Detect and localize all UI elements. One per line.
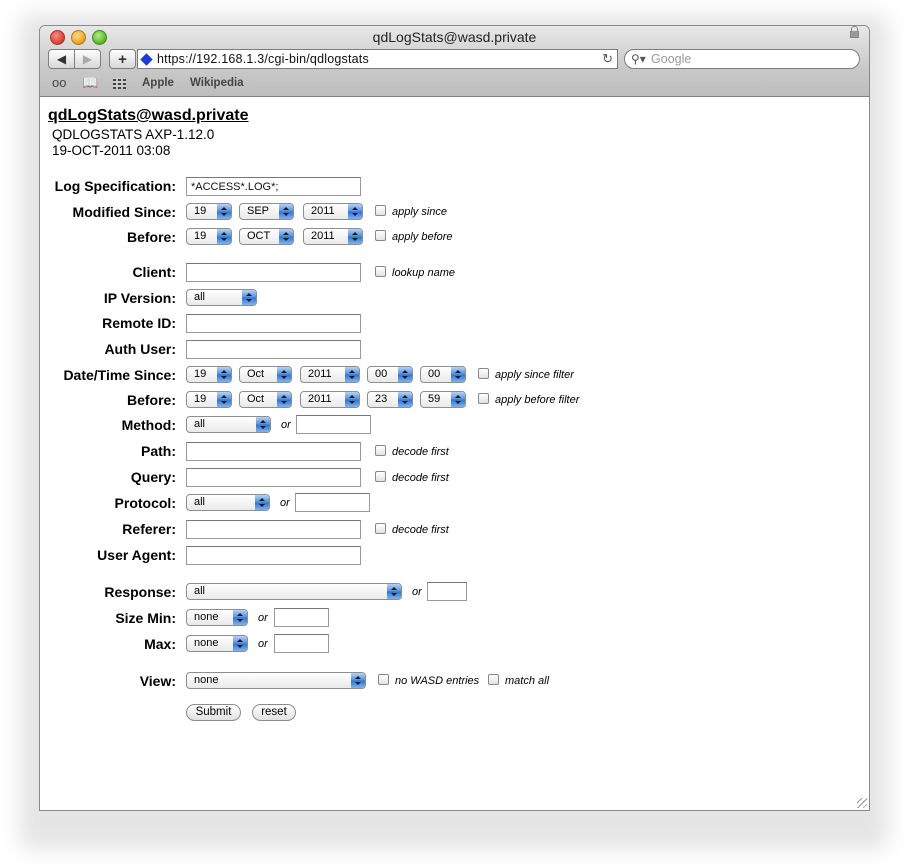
datetime-before-hour[interactable]: 23: [367, 391, 413, 408]
lookup-name-checkbox[interactable]: [375, 266, 386, 277]
search-placeholder: Google: [651, 52, 692, 66]
protocol-label: Protocol:: [114, 495, 176, 511]
size-max-select[interactable]: none: [186, 635, 248, 652]
query-decode-label: decode first: [392, 472, 449, 484]
page-title[interactable]: qdLogStats@wasd.private: [48, 107, 249, 124]
bookmark-wikipedia[interactable]: Wikipedia: [190, 77, 244, 89]
path-label: Path:: [141, 443, 176, 459]
method-or-input[interactable]: [296, 415, 371, 434]
match-all-label: match all: [505, 675, 550, 687]
path-decode-checkbox[interactable]: [375, 445, 386, 456]
modified-since-month[interactable]: SEP: [239, 203, 294, 220]
datetime-since-minute[interactable]: 00: [420, 366, 466, 383]
lookup-name-label: lookup name: [392, 267, 455, 279]
submit-button[interactable]: Submit: [186, 704, 241, 721]
path-input[interactable]: [186, 442, 361, 461]
datetime-before-year[interactable]: 2011: [300, 391, 360, 408]
add-icon: +: [118, 51, 127, 68]
url-text: https://192.168.1.3/cgi-bin/qdlogstats: [157, 52, 369, 66]
ip-version-label: IP Version:: [103, 290, 176, 306]
favicon-icon: [140, 53, 152, 65]
response-or-text: or: [412, 586, 422, 598]
apply-before-label: apply before: [392, 231, 453, 243]
view-label: View:: [139, 673, 176, 689]
apply-before-filter-checkbox[interactable]: [478, 393, 489, 404]
apply-since-label: apply since: [392, 206, 448, 218]
path-decode-label: decode first: [392, 446, 449, 458]
book-icon[interactable]: 📖: [82, 75, 99, 90]
window-title: qdLogStats@wasd.private: [372, 29, 537, 45]
forward-button[interactable]: [75, 49, 101, 69]
browser-toolbar: [40, 26, 869, 97]
size-max-label: Max:: [144, 636, 176, 652]
apply-since-filter-label: apply since filter: [495, 369, 574, 381]
referer-input[interactable]: [186, 520, 361, 539]
client-label: Client:: [132, 264, 176, 280]
datetime-since-month[interactable]: Oct: [239, 366, 292, 383]
remote-id-label: Remote ID:: [102, 315, 176, 331]
modified-before-year[interactable]: 2011: [303, 228, 363, 245]
log-spec-input[interactable]: [186, 177, 361, 196]
protocol-or-input[interactable]: [295, 493, 370, 512]
search-field[interactable]: [624, 49, 860, 69]
query-label: Query:: [130, 469, 176, 485]
modified-since-label: Modified Since:: [72, 204, 176, 220]
modified-before-month[interactable]: OCT: [239, 228, 294, 245]
method-select[interactable]: all: [186, 416, 271, 433]
ip-version-select[interactable]: all: [186, 289, 257, 306]
datetime-since-hour[interactable]: 00: [367, 366, 413, 383]
referer-decode-checkbox[interactable]: [375, 523, 386, 534]
auth-user-label: Auth User:: [104, 341, 176, 357]
auth-user-input[interactable]: [186, 340, 361, 359]
referer-decode-label: decode first: [392, 524, 449, 536]
forward-arrow-icon: ▶: [82, 52, 93, 66]
size-min-label: Size Min:: [115, 610, 176, 626]
datetime-before-month[interactable]: Oct: [239, 391, 292, 408]
datetime-since-year[interactable]: 2011: [300, 366, 360, 383]
search-icon: ⚲▾: [631, 52, 646, 66]
browser-window: [39, 25, 870, 811]
user-agent-label: User Agent:: [97, 547, 176, 563]
client-input[interactable]: [186, 263, 361, 282]
no-wasd-checkbox[interactable]: [378, 674, 389, 685]
datetime-before-day[interactable]: 19: [186, 391, 232, 408]
address-bar[interactable]: [137, 49, 618, 69]
datetime-before-minute[interactable]: 59: [420, 391, 466, 408]
query-decode-checkbox[interactable]: [375, 471, 386, 482]
protocol-or-text: or: [280, 497, 290, 509]
lock-icon: [850, 31, 859, 38]
size-min-or-input[interactable]: [274, 608, 329, 627]
apply-since-filter-checkbox[interactable]: [478, 368, 489, 379]
grid-icon[interactable]: [113, 78, 126, 89]
datetime-since-label: Date/Time Since:: [63, 367, 176, 383]
datetime-before-label: Before:: [126, 392, 176, 408]
timestamp-text: 19-OCT-2011 03:08: [52, 143, 171, 158]
size-max-or-input[interactable]: [274, 634, 329, 653]
modified-before-label: Before:: [126, 229, 176, 245]
user-agent-input[interactable]: [186, 546, 361, 565]
reading-glasses-icon[interactable]: oo: [52, 75, 67, 90]
bookmark-apple[interactable]: Apple: [142, 77, 174, 89]
size-min-or-text: or: [258, 612, 268, 624]
add-bookmark-button[interactable]: [109, 49, 136, 69]
method-or-text: or: [281, 419, 291, 431]
size-min-select[interactable]: none: [186, 609, 248, 626]
match-all-checkbox[interactable]: [488, 674, 499, 685]
remote-id-input[interactable]: [186, 314, 361, 333]
referer-label: Referer:: [122, 521, 176, 537]
apply-before-filter-label: apply before filter: [495, 394, 580, 406]
modified-since-year[interactable]: 2011: [303, 203, 363, 220]
version-text: QDLOGSTATS AXP-1.12.0: [52, 127, 215, 142]
response-label: Response:: [104, 584, 176, 600]
protocol-select[interactable]: all: [186, 494, 270, 511]
size-max-or-text: or: [258, 638, 268, 650]
resize-grip[interactable]: [857, 798, 867, 808]
modified-before-day[interactable]: 19: [186, 228, 232, 245]
reload-icon[interactable]: ↻: [602, 51, 613, 66]
modified-since-day[interactable]: 19: [186, 203, 232, 220]
page-content: [40, 97, 869, 810]
datetime-since-day[interactable]: 19: [186, 366, 232, 383]
back-arrow-icon: ◀: [56, 52, 67, 66]
query-input[interactable]: [186, 468, 361, 487]
no-wasd-label: no WASD entries: [395, 675, 480, 687]
log-spec-label: Log Specification:: [54, 178, 176, 194]
response-or-input[interactable]: [427, 582, 467, 601]
apply-since-checkbox[interactable]: [375, 205, 386, 216]
view-select[interactable]: none: [186, 672, 366, 689]
apply-before-checkbox[interactable]: [375, 230, 386, 241]
method-label: Method:: [121, 417, 176, 433]
response-select[interactable]: all: [186, 583, 402, 600]
back-button[interactable]: [48, 49, 75, 69]
reset-button[interactable]: reset: [252, 704, 296, 721]
